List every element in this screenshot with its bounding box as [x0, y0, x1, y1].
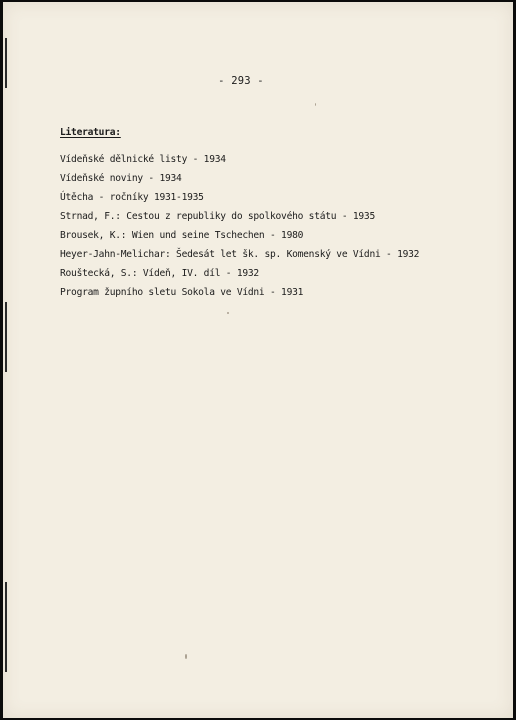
binding-edge-mark: [5, 582, 7, 672]
bibliography-entry: Heyer-Jahn-Melichar: Šedesát let šk. sp. Komenský ve Vídni - 1932: [60, 249, 420, 260]
bibliography-entry: Strnad, F.: Cestou z republiky do spolkového státu - 1935: [60, 211, 375, 222]
binding-edge-mark: [5, 302, 7, 372]
bibliography-entry: Útěcha - ročníky 1931-1935: [60, 192, 204, 203]
bibliography-entry: Brousek, K.: Wien und seine Tschechen - 1980: [60, 230, 304, 241]
bibliography-entry: Vídeňské noviny - 1934: [60, 173, 182, 184]
bibliography-heading: Literatura:: [60, 127, 121, 138]
page-number: - 293 -: [218, 75, 264, 87]
scanned-page: [3, 2, 513, 718]
bibliography-list: [60, 153, 419, 305]
paper-speck: [227, 312, 229, 314]
bibliography-entry: Rouštecká, S.: Vídeň, IV. díl - 1932: [60, 268, 259, 279]
paper-speck: [185, 654, 187, 659]
bibliography-entry: Vídeňské dělnické listy - 1934: [60, 154, 226, 165]
bibliography-entry: Program župního sletu Sokola ve Vídni - 1931: [60, 287, 304, 298]
paper-speck: [315, 103, 316, 106]
bibliography-section: [60, 127, 419, 305]
